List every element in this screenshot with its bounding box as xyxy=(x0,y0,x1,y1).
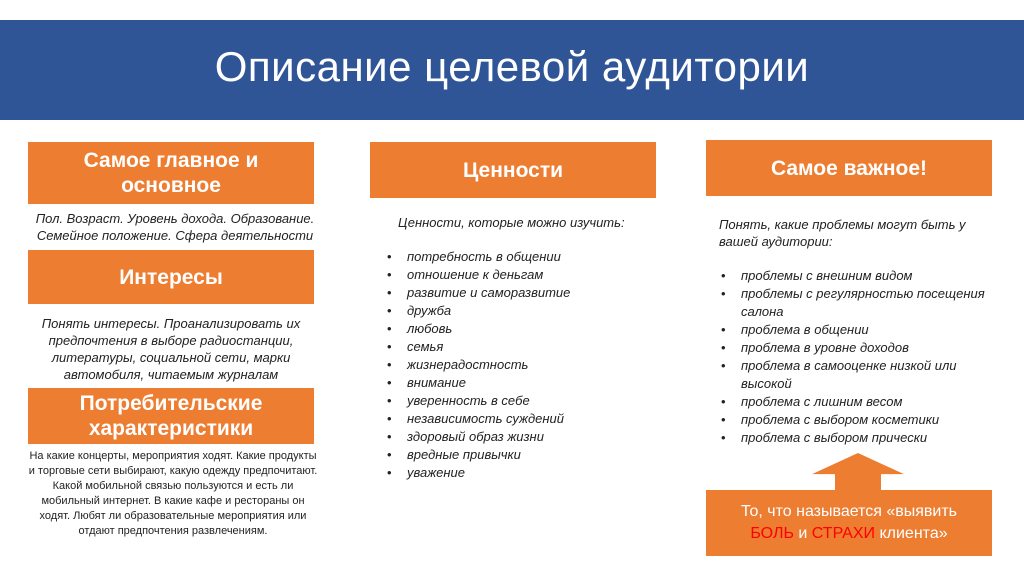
problems-list-item: • проблема с выбором косметики xyxy=(717,411,1007,429)
values-list-item: • вредные привычки xyxy=(383,446,673,464)
values-list-item: • потребность в общении xyxy=(383,248,673,266)
callout-fears: СТРАХИ xyxy=(811,525,876,542)
values-list-item: • отношение к деньгам xyxy=(383,266,673,284)
consumer-characteristics-box xyxy=(28,388,314,444)
values-list-item: • независимость суждений xyxy=(383,410,673,428)
problems-list-item: • проблема в общении xyxy=(717,321,1007,339)
interests-text: Понять интересы. Проанализировать их предпочтения в выборе радиостанции, литературы, социальной сети, марки автомобиля, читаемым журналам xyxy=(41,316,301,382)
problems-list-item: • проблема в уровне доходов xyxy=(717,339,1007,357)
callout-text-start: То, что называется «выявить xyxy=(740,503,958,520)
values-list-item: • жизнерадостность xyxy=(383,356,673,374)
main-characteristics-text: Пол. Возраст. Уровень дохода. Образование. Семейное положение. Сфера деятельности xyxy=(35,211,315,243)
values-list-item: • любовь xyxy=(383,320,673,338)
problems-list-item: • проблема с выбором прически xyxy=(717,429,1007,447)
values-label: Ценности xyxy=(462,158,564,182)
callout-pain: БОЛЬ xyxy=(750,525,794,542)
values-list-item: • семья xyxy=(383,338,673,356)
values-list-item: • развитие и саморазвитие xyxy=(383,284,673,302)
values-list-item: • уважение xyxy=(383,464,673,482)
slide-title: Описание целевой аудитории xyxy=(214,43,810,90)
values-list-item: • дружба xyxy=(383,302,673,320)
consumer-characteristics-text: На какие концерты, мероприятия ходят. Какие продукты и торговые сети выбирают, какую одежду предпочитают. Какой мобильной связью пользуются и есть ли мобильный интернет. В какие кафе и рестораны он ходят. Любят ли образовательные мероприятия или отдают предпочтения развлечениям. xyxy=(28,450,318,537)
most-important-label: Самое важное! xyxy=(770,156,928,180)
callout-text-end: клиента» xyxy=(875,525,948,542)
title-banner xyxy=(0,20,1024,120)
main-characteristics-label: Самое главное и основное xyxy=(83,149,259,197)
interests-box xyxy=(28,250,314,304)
values-list xyxy=(383,248,673,482)
callout-and: и xyxy=(793,525,812,542)
consumer-characteristics-label: Потребительские характеристики xyxy=(79,392,263,440)
values-box xyxy=(370,142,656,198)
values-intro: Ценности, которые можно изучить: xyxy=(398,215,625,230)
values-list-item: • здоровый образ жизни xyxy=(383,428,673,446)
problems-intro: Понять, какие проблемы могут быть у вашей аудитории: xyxy=(719,217,966,249)
problems-list-item: • проблема в самооценке низкой или высокой xyxy=(717,357,1007,393)
problems-list-item: • проблемы с регулярностью посещения салона xyxy=(717,285,1007,321)
pain-fears-callout xyxy=(706,490,992,556)
problems-list xyxy=(717,267,1007,447)
problems-list-item: • проблемы с внешним видом xyxy=(717,267,1007,285)
values-list-item: • уверенность в себе xyxy=(383,392,673,410)
interests-label: Интересы xyxy=(119,265,223,289)
problems-list-item: • проблема с лишним весом xyxy=(717,393,1007,411)
main-characteristics-box xyxy=(28,142,314,204)
most-important-box xyxy=(706,140,992,196)
values-list-item: • внимание xyxy=(383,374,673,392)
